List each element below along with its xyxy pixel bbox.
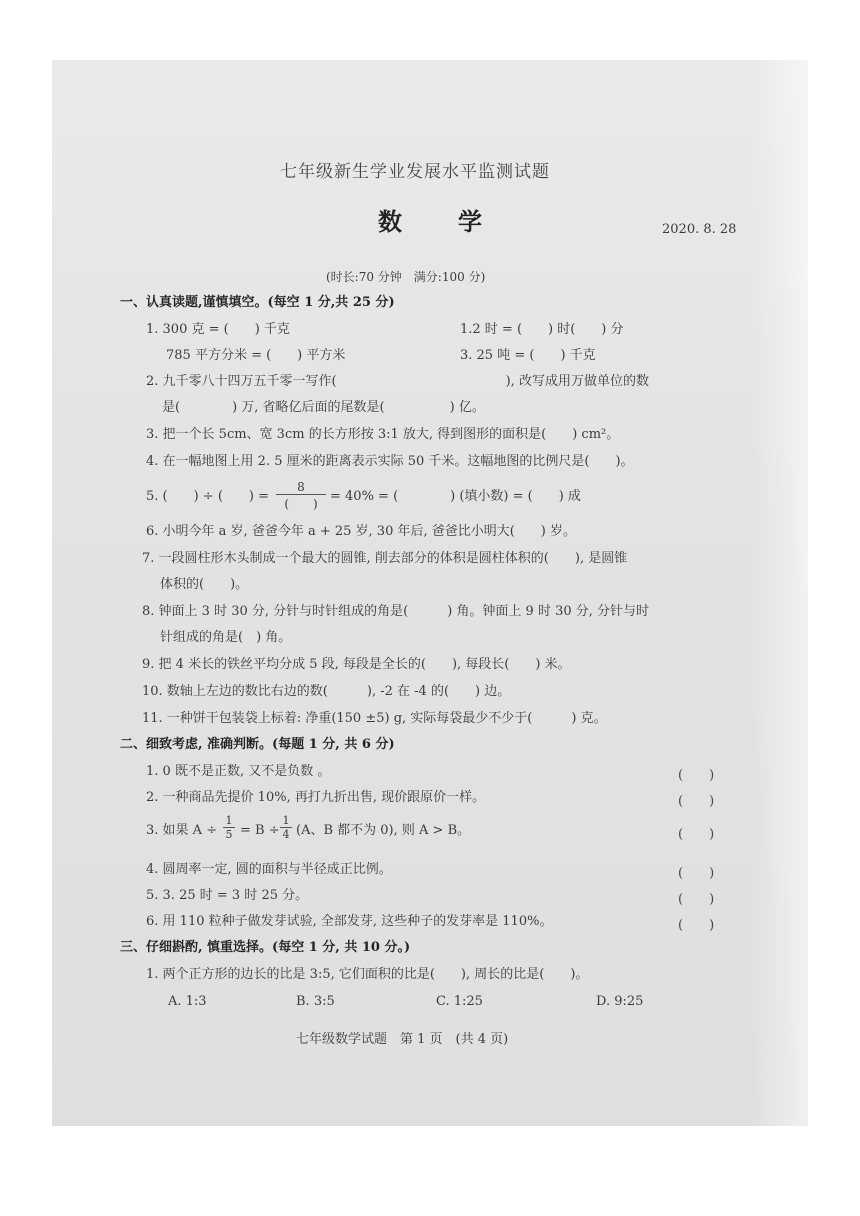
option-a: A. 1:3 <box>168 994 207 1009</box>
q10: 10. 数轴上左边的数比右边的数( ), -2 在 -4 的( ) 边。 <box>142 684 511 699</box>
q3: 3. 把一个长 5cm、宽 3cm 的长方形按 3:1 放大, 得到图形的面积是( ) cm²。 <box>146 427 620 442</box>
judge-item-3-frac1 <box>223 814 235 841</box>
q2-line2: 是( ) 万, 省略亿后面的尾数是( ) 亿。 <box>162 400 485 415</box>
page-footer: 七年级数学试题 第 1 页 (共 4 页) <box>296 1032 509 1047</box>
q9: 9. 把 4 米长的铁丝平均分成 5 段, 每段是全长的( ), 每段长( ) 米。 <box>142 657 571 672</box>
paper-shadow <box>750 60 808 1126</box>
judge-blank-2: ( ) <box>678 794 715 809</box>
q7-line2: 体积的( )。 <box>160 577 249 592</box>
q5-right: = 40% = ( ) (填小数) = ( ) 成 <box>330 489 581 504</box>
exam-date: 2020. 8. 28 <box>662 222 737 237</box>
q5-denominator: ( ) <box>284 497 318 511</box>
option-b: B. 3:5 <box>296 994 335 1009</box>
q5-numerator: 8 <box>297 480 305 494</box>
judge-blank-5: ( ) <box>678 892 715 907</box>
judge-blank-3: ( ) <box>678 827 715 842</box>
judge-item-3-b: = B ÷ <box>240 823 280 838</box>
judge-item-1: 1. 0 既不是正数, 又不是负数 。 <box>146 764 331 779</box>
q1d: 3. 25 吨 = ( ) 千克 <box>460 348 596 363</box>
q8-line2: 针组成的角是( ) 角。 <box>160 630 292 645</box>
judge-item-4: 4. 圆周率一定, 圆的面积与半径成正比例。 <box>146 862 392 877</box>
q1c: 785 平方分米 = ( ) 平方米 <box>166 348 346 363</box>
judge-item-3-frac2 <box>280 814 292 841</box>
q11: 11. 一种饼干包装袋上标着: 净重(150 ±5) g, 实际每袋最少不少于( ) 克。 <box>142 711 607 726</box>
frac2-num: 1 <box>282 814 290 827</box>
judge-item-2: 2. 一种商品先提价 10%, 再打九折出售, 现价跟原价一样。 <box>146 790 486 805</box>
q1b: 1.2 时 = ( ) 时( ) 分 <box>460 322 624 337</box>
judge-item-3-c: (A、B 都不为 0), 则 A > B。 <box>296 823 471 838</box>
frac2-den: 4 <box>282 828 290 841</box>
judge-item-3-a: 3. 如果 A ÷ <box>146 823 218 838</box>
frac1-den: 5 <box>225 828 233 841</box>
frac1-num: 1 <box>225 814 233 827</box>
q7-line1: 7. 一段圆柱形木头制成一个最大的圆锥, 削去部分的体积是圆柱体积的( ), 是圆锥 <box>142 551 628 566</box>
option-d: D. 9:25 <box>596 994 644 1009</box>
exam-title: 七年级新生学业发展水平监测试题 <box>280 162 550 182</box>
subject-char-2: 学 <box>458 207 482 236</box>
option-c: C. 1:25 <box>436 994 483 1009</box>
judge-blank-6: ( ) <box>678 918 715 933</box>
section1-heading: 一、认真读题,谨慎填空。(每空 1 分,共 25 分) <box>120 295 395 310</box>
section2-heading: 二、细致考虑, 准确判断。(每题 1 分, 共 6 分) <box>120 737 395 752</box>
q1a: 1. 300 克 = ( ) 千克 <box>146 322 290 337</box>
judge-item-6: 6. 用 110 粒种子做发芽试验, 全部发芽, 这些种子的发芽率是 110%。 <box>146 914 553 929</box>
judge-blank-1: ( ) <box>678 768 715 783</box>
q4: 4. 在一幅地图上用 2. 5 厘米的距离表示实际 50 千米。这幅地图的比例尺是( )。 <box>146 454 634 469</box>
q6: 6. 小明今年 a 岁, 爸爸今年 a + 25 岁, 30 年后, 爸爸比小明大( ) 岁。 <box>146 524 577 539</box>
choice-q1: 1. 两个正方形的边长的比是 3:5, 它们面积的比是( ), 周长的比是( )。 <box>146 967 589 982</box>
judge-blank-4: ( ) <box>678 866 715 881</box>
exam-meta: (时长:70 分钟 满分:100 分) <box>326 270 486 284</box>
section3-heading: 三、仔细斟酌, 慎重选择。(每空 1 分, 共 10 分。) <box>120 940 411 955</box>
judge-item-5: 5. 3. 25 时 = 3 时 25 分。 <box>146 888 309 903</box>
q5-left: 5. ( ) ÷ ( ) = <box>146 489 270 504</box>
subject-char-1: 数 <box>378 207 402 236</box>
q8-line1: 8. 钟面上 3 时 30 分, 分针与时针组成的角是( ) 角。钟面上 9 时 30 分, 分针与时 <box>142 604 650 619</box>
q5-fraction <box>276 480 326 512</box>
q2-line1: 2. 九千零八十四万五千零一写作( ), 改写成用万做单位的数 <box>146 374 649 389</box>
